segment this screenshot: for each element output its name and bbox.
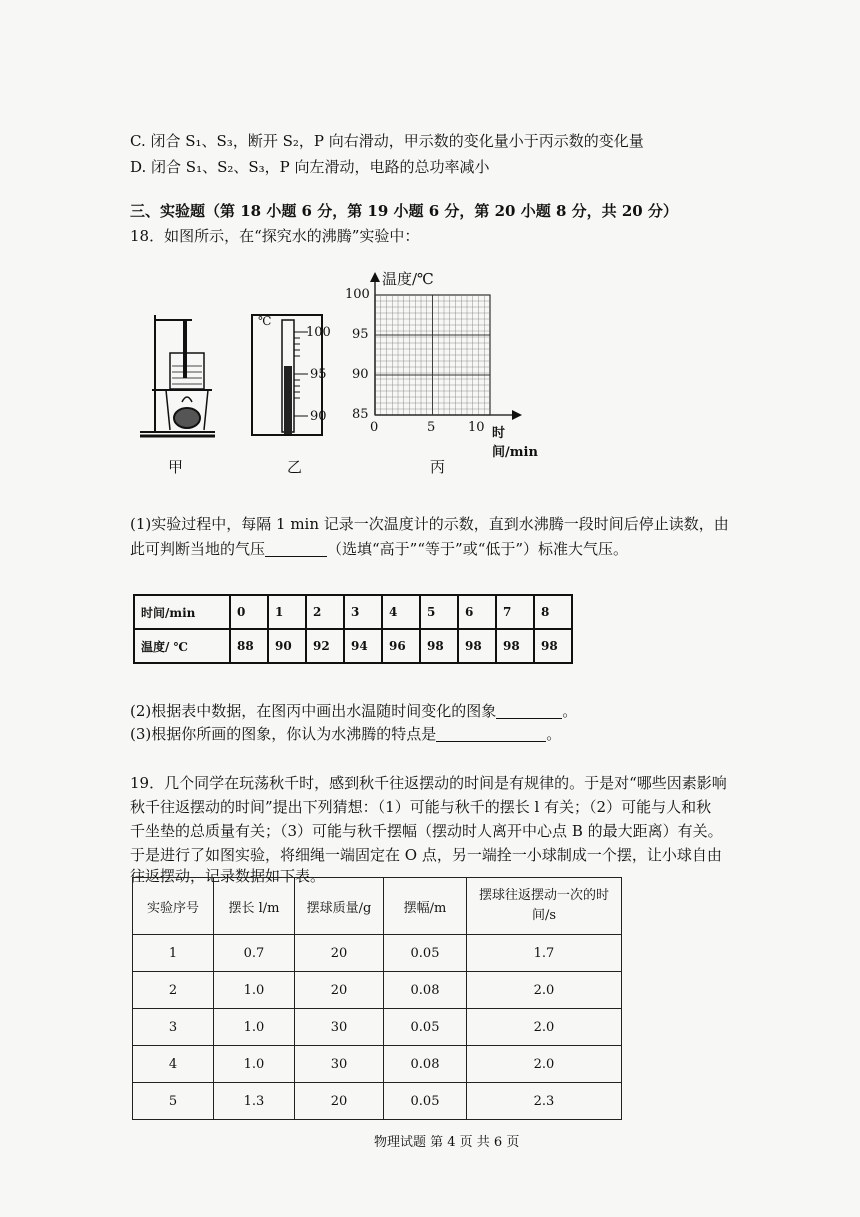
temp-header: 温度/ ℃ xyxy=(134,629,230,663)
q18-2-end: 。 xyxy=(562,702,578,720)
temperature-table xyxy=(133,594,573,664)
table-cell: 0.08 xyxy=(384,1046,467,1083)
answer-blank-feature[interactable] xyxy=(436,725,546,742)
table-cell: 1.3 xyxy=(214,1083,295,1120)
table-cell: 1.0 xyxy=(214,1009,295,1046)
table-cell: 2.0 xyxy=(467,1046,622,1083)
table-cell: 20 xyxy=(295,1083,384,1120)
table-row xyxy=(133,972,622,1009)
answer-blank-graph[interactable] xyxy=(496,702,562,719)
table-cell: 4 xyxy=(133,1046,214,1083)
time-header: 时间/min xyxy=(134,595,230,629)
table-cell: 2 xyxy=(133,972,214,1009)
table-cell: 0.05 xyxy=(384,1083,467,1120)
page-footer: 物理试题 第 4 页 共 6 页 xyxy=(374,1135,520,1150)
stand-apparatus xyxy=(140,315,215,436)
graph-y-tick-100: 100 xyxy=(345,287,370,302)
temp-cell: 96 xyxy=(382,629,420,663)
header-amplitude: 摆幅/m xyxy=(384,878,467,935)
table-row xyxy=(133,1046,622,1083)
graph-y-axis-label: 温度/℃ xyxy=(382,270,434,288)
boiling-figure xyxy=(130,270,538,480)
label-jia: 甲 xyxy=(168,458,184,476)
time-cell: 2 xyxy=(306,595,344,629)
graph-y-tick-90: 90 xyxy=(352,367,369,382)
option-d: D. 闭合 S₁、S₂、S₃，P 向左滑动，电路的总功率减小 xyxy=(130,158,490,176)
temp-cell: 94 xyxy=(344,629,382,663)
time-cell: 7 xyxy=(496,595,534,629)
temp-cell: 92 xyxy=(306,629,344,663)
table-row xyxy=(134,595,572,629)
apparatus-drawing xyxy=(130,270,530,480)
answer-blank-pressure[interactable] xyxy=(265,540,327,557)
table-cell: 5 xyxy=(133,1083,214,1120)
temp-cell: 98 xyxy=(534,629,572,663)
question-18-stem: 18．如图所示，在“探究水的沸腾”实验中： xyxy=(130,227,420,245)
thermometer-tick-90: 90 xyxy=(310,409,327,424)
table-cell: 1.0 xyxy=(214,972,295,1009)
time-cell: 1 xyxy=(268,595,306,629)
temp-cell: 98 xyxy=(420,629,458,663)
question-19-line3: 千坐垫的总质量有关；（3）可能与秋千摆幅（摆动时人离开中心点 B 的最大距离）有关。 xyxy=(130,822,723,840)
graph-x-tick-0: 0 xyxy=(370,420,379,435)
thermometer-tick-95: 95 xyxy=(310,367,327,382)
table-cell: 20 xyxy=(295,935,384,972)
question-18-part3 xyxy=(130,724,561,744)
table-cell: 1.7 xyxy=(467,935,622,972)
graph-y-tick-95: 95 xyxy=(352,327,369,342)
question-19-line1: 19．几个同学在玩荡秋千时，感到秋千往返摆动的时间是有规律的。于是对“哪些因素影响 xyxy=(130,774,727,792)
table-cell: 3 xyxy=(133,1009,214,1046)
header-period: 摆球往返摆动一次的时间/s xyxy=(467,878,622,935)
temp-cell: 88 xyxy=(230,629,268,663)
temp-cell: 98 xyxy=(496,629,534,663)
question-18-part1-line1: (1)实验过程中，每隔 1 min 记录一次温度计的示数，直到水沸腾一段时间后停止读数，由 xyxy=(130,515,729,533)
q18-1-suffix: （选填“高于”“等于”或“低于”）标准大气压。 xyxy=(327,540,629,558)
table-cell: 1.0 xyxy=(214,1046,295,1083)
question-19-line4: 于是进行了如图实验，将细绳一端固定在 O 点，另一端拴一小球制成一个摆，让小球自由 xyxy=(130,846,722,864)
pendulum-table xyxy=(132,877,622,1120)
time-cell: 4 xyxy=(382,595,420,629)
question-19-line5: 往返摆动，记录数据如下表。 xyxy=(130,867,326,885)
table-cell: 2.0 xyxy=(467,972,622,1009)
graph-y-tick-85: 85 xyxy=(352,407,369,422)
time-cell: 0 xyxy=(230,595,268,629)
q18-3-end: 。 xyxy=(546,725,562,743)
option-c: C. 闭合 S₁、S₃，断开 S₂，P 向右滑动，甲示数的变化量小于丙示数的变化量 xyxy=(130,132,644,150)
table-row xyxy=(133,935,622,972)
graph-x-tick-10: 10 xyxy=(468,420,485,435)
header-mass: 摆球质量/g xyxy=(295,878,384,935)
table-row xyxy=(133,1083,622,1120)
table-cell: 20 xyxy=(295,972,384,1009)
time-cell: 5 xyxy=(420,595,458,629)
table-cell: 30 xyxy=(295,1046,384,1083)
time-cell: 6 xyxy=(458,595,496,629)
temperature-graph xyxy=(370,272,522,420)
graph-x-axis-label: 时间/min xyxy=(492,426,538,460)
table-row xyxy=(133,878,622,935)
table-cell: 0.05 xyxy=(384,1009,467,1046)
temp-cell: 90 xyxy=(268,629,306,663)
question-18-part1-line2 xyxy=(130,539,628,559)
question-18-part2 xyxy=(130,701,577,721)
temp-cell: 98 xyxy=(458,629,496,663)
time-cell: 8 xyxy=(534,595,572,629)
thermometer-tick-100: 100 xyxy=(306,325,331,340)
table-cell: 0.08 xyxy=(384,972,467,1009)
time-cell: 3 xyxy=(344,595,382,629)
thermometer-unit: ℃ xyxy=(258,314,272,328)
table-cell: 1 xyxy=(133,935,214,972)
question-19-line2: 秋千往返摆动的时间”提出下列猜想：（1）可能与秋千的摆长 l 有关；（2）可能与人和秋 xyxy=(130,798,712,816)
table-cell: 30 xyxy=(295,1009,384,1046)
q18-2-text: (2)根据表中数据，在图丙中画出水温随时间变化的图象 xyxy=(130,702,497,720)
table-cell: 2.3 xyxy=(467,1083,622,1120)
graph-x-tick-5: 5 xyxy=(427,420,436,435)
section-heading: 三、实验题（第 18 小题 6 分，第 19 小题 6 分，第 20 小题 8 分，共 20 分） xyxy=(130,202,678,220)
header-length: 摆长 l/m xyxy=(214,878,295,935)
table-cell: 0.7 xyxy=(214,935,295,972)
table-cell: 2.0 xyxy=(467,1009,622,1046)
table-cell: 0.05 xyxy=(384,935,467,972)
q18-1-prefix: 此可判断当地的气压 xyxy=(130,540,266,558)
q18-3-text: (3)根据你所画的图象，你认为水沸腾的特点是 xyxy=(130,725,437,743)
table-row xyxy=(133,1009,622,1046)
label-yi: 乙 xyxy=(287,458,303,476)
header-trial: 实验序号 xyxy=(133,878,214,935)
table-row xyxy=(134,629,572,663)
label-bing: 丙 xyxy=(430,458,446,476)
